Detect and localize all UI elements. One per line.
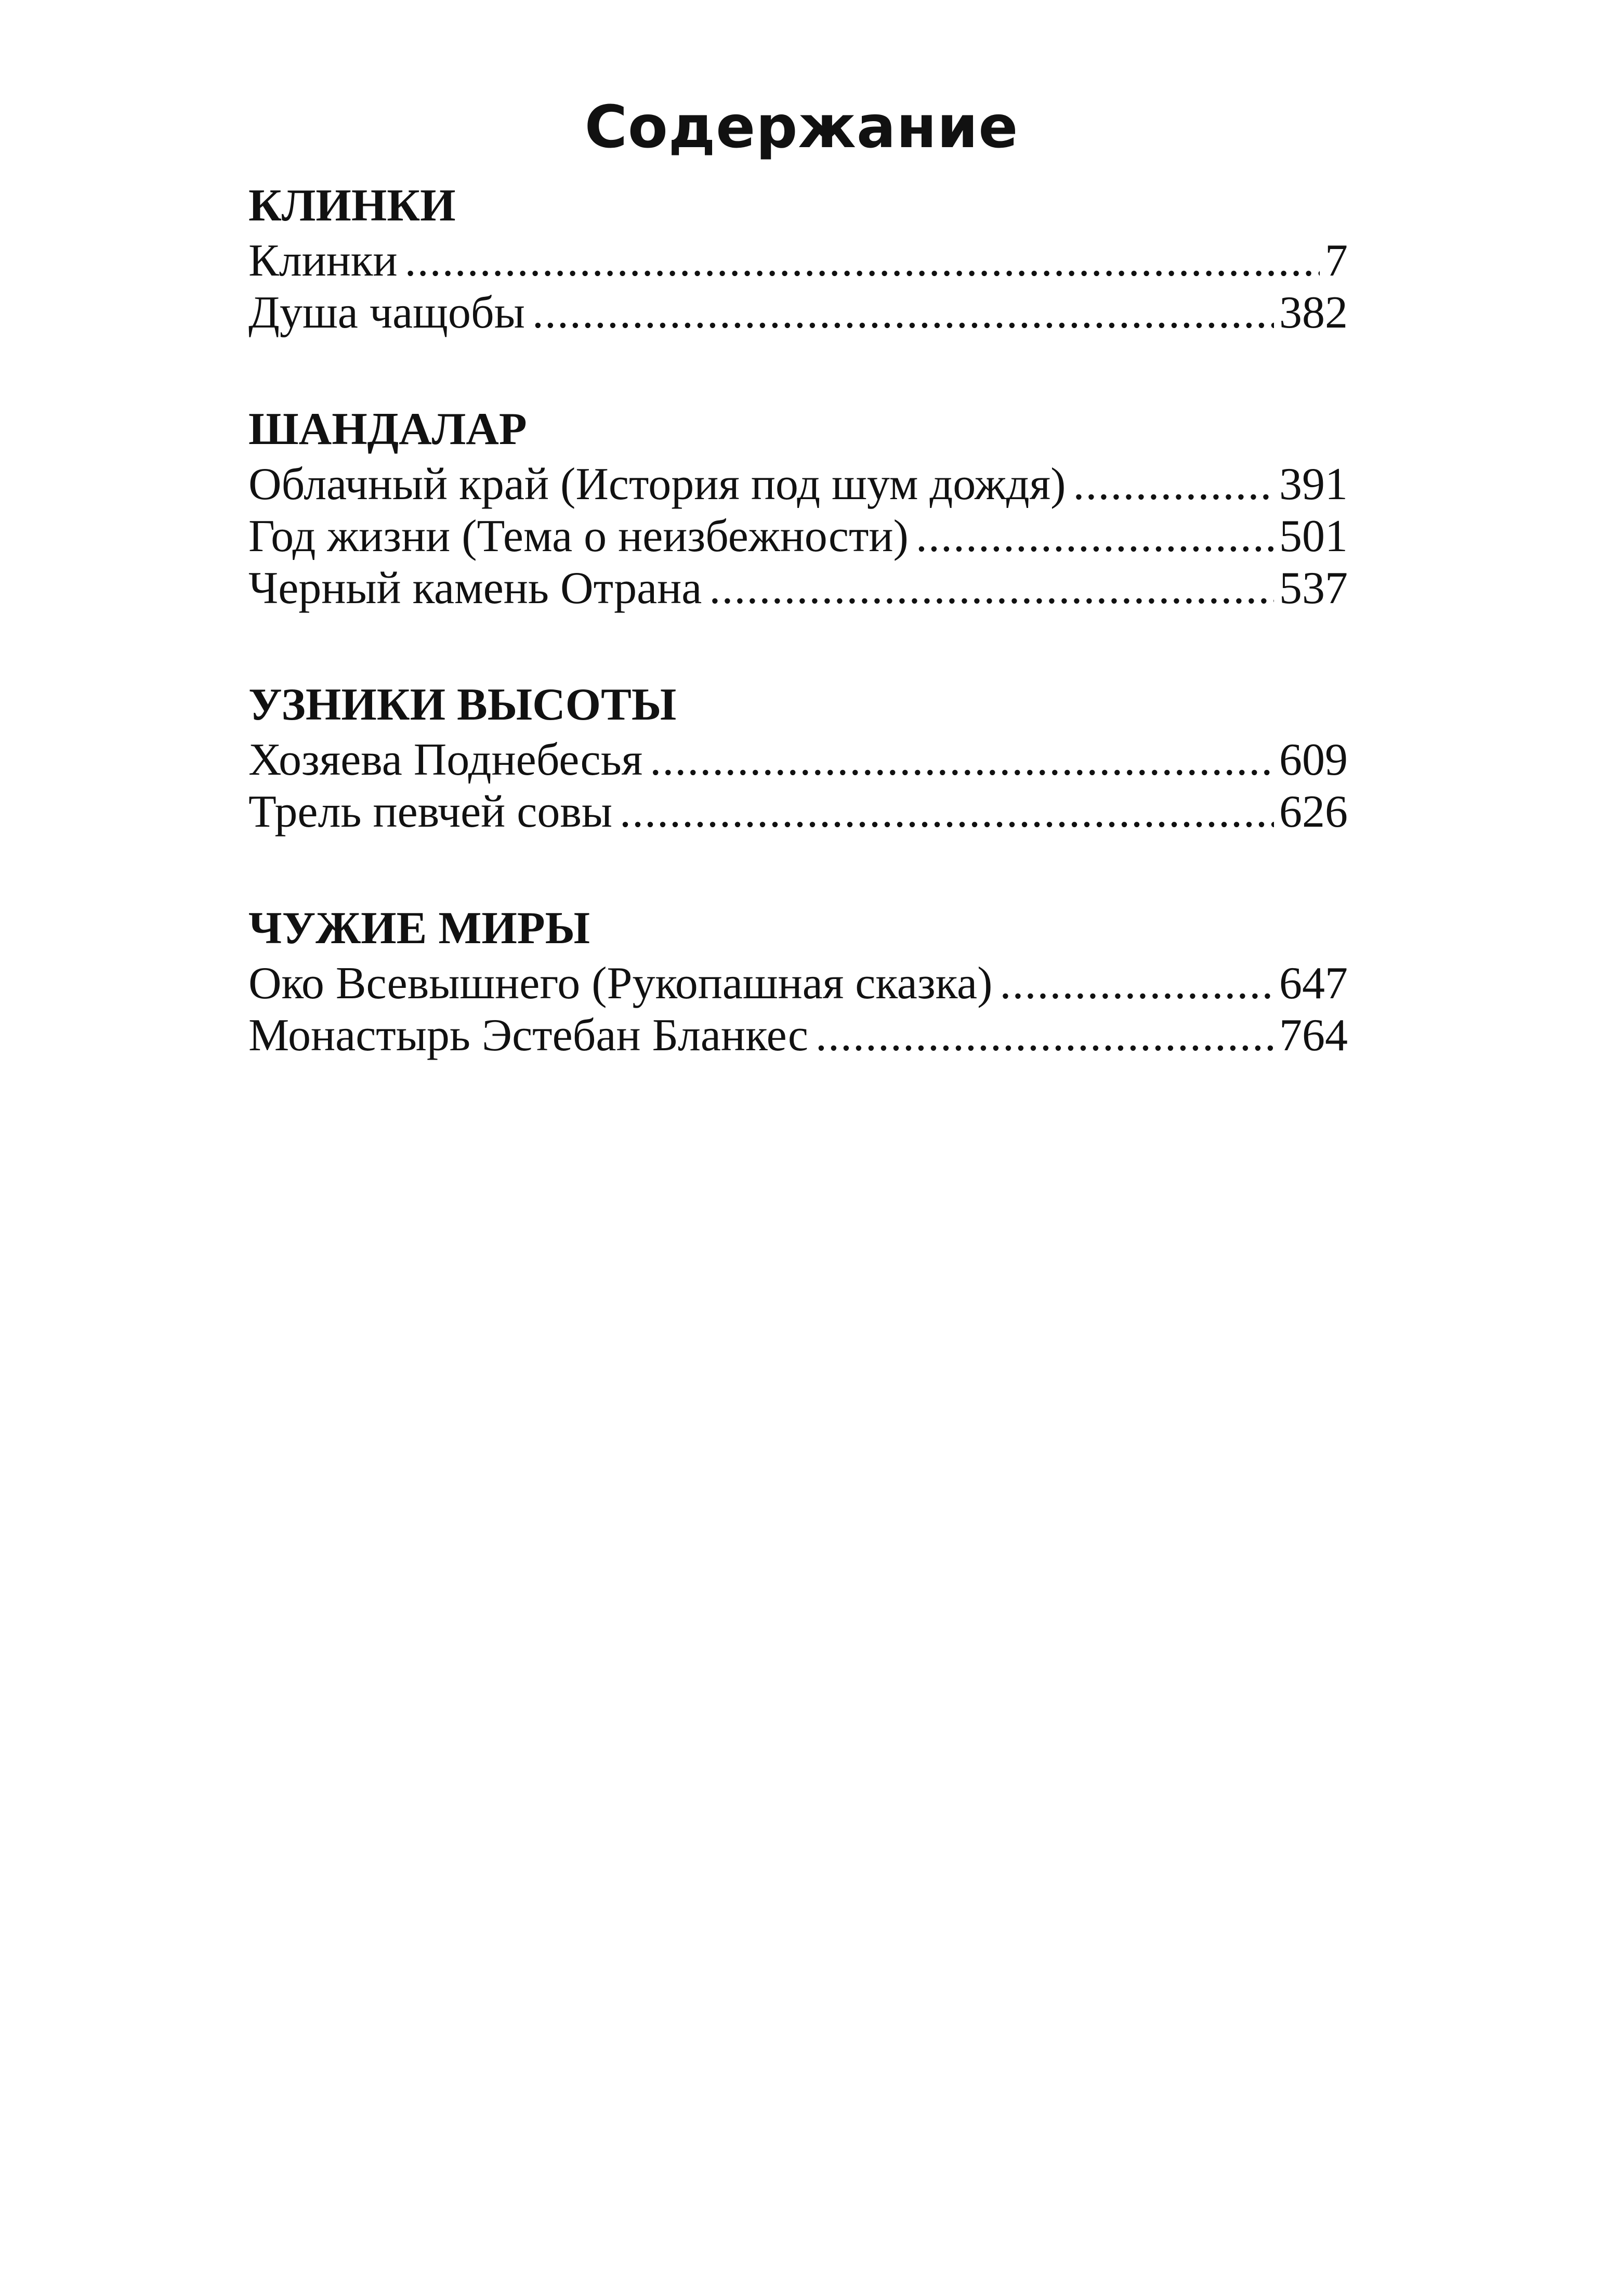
section-heading: ШАНДАЛАР [248,404,527,454]
toc-section-uzniki-vysoty [248,676,1348,838]
entry-title: Год жизни (Тема о неизбежности) [248,511,909,562]
entry-title: Облачный край (История под шум дождя) [248,459,1066,510]
entry-title: Трель певчей совы [248,787,613,837]
entry-page-number: 7 [1325,236,1348,286]
section-heading: УЗНИКИ ВЫСОТЫ [248,680,677,730]
toc-section-chuzhie-miry [248,899,1348,1062]
dot-leader [816,1010,1274,1062]
dot-leader [532,287,1274,339]
page-title: Содержание [584,94,1019,162]
toc-entry [248,235,1348,287]
toc-entry [248,1010,1348,1062]
dot-leader [620,786,1274,838]
entry-title: Монастырь Эстебан Бланкес [248,1010,808,1061]
section-heading: КЛИНКИ [248,180,456,231]
toc-entry [248,459,1348,511]
entry-title: Клинки [248,236,398,286]
entry-title: Душа чащобы [248,288,525,338]
entry-title: Хозяева Поднебесья [248,735,643,785]
dot-leader [1000,958,1274,1010]
toc-section-klinki [248,177,1348,339]
entry-page-number: 609 [1279,735,1348,785]
toc-entry [248,563,1348,615]
entry-page-number: 537 [1279,563,1348,614]
entry-page-number: 382 [1279,288,1348,338]
entry-page-number: 764 [1279,1010,1348,1061]
dot-leader [1073,459,1274,511]
entry-title: Око Всевышнего (Рукопашная сказка) [248,958,993,1009]
dot-leader [709,563,1274,615]
section-heading: ЧУЖИЕ МИРЫ [248,903,590,954]
toc-entry [248,786,1348,838]
toc-section-shandalar [248,400,1348,615]
toc-entry [248,958,1348,1010]
dot-leader [650,734,1274,786]
dot-leader [405,235,1320,287]
entry-page-number: 391 [1279,459,1348,510]
entry-page-number: 501 [1279,511,1348,562]
entry-page-number: 626 [1279,787,1348,837]
entry-page-number: 647 [1279,958,1348,1009]
toc-entry [248,734,1348,786]
entry-title: Черный камень Отрана [248,563,702,614]
dot-leader [916,511,1274,563]
table-of-contents [248,177,1348,1123]
toc-entry [248,287,1348,339]
toc-entry [248,511,1348,563]
